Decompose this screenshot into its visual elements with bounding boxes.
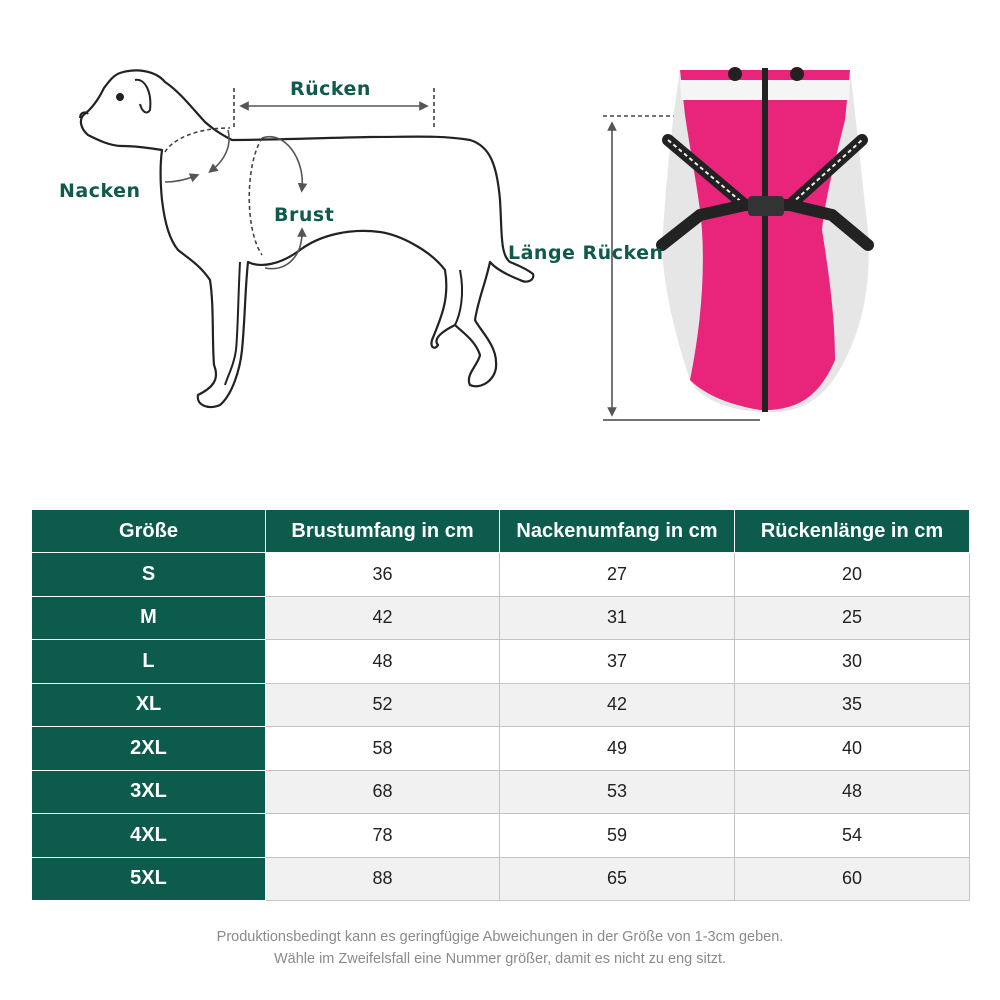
size-cell: 5XL	[32, 857, 266, 901]
size-cell: 4XL	[32, 814, 266, 858]
header-neck: Nackenumfang in cm	[500, 510, 735, 553]
neck-cell: 31	[500, 596, 735, 640]
label-brust: Brust	[274, 204, 335, 226]
label-ruecken: Rücken	[290, 78, 371, 100]
table-header-row	[32, 510, 970, 553]
back-cell: 30	[735, 640, 970, 684]
footnote-line-1: Produktionsbedingt kann es geringfügige Abweichungen in der Größe von 1-3cm geben.	[216, 929, 784, 945]
chest-cell: 58	[266, 727, 500, 771]
table-row	[32, 727, 970, 771]
size-cell: S	[32, 553, 266, 597]
neck-cell: 59	[500, 814, 735, 858]
size-table	[31, 509, 970, 901]
dog-outline-icon	[0, 0, 1000, 480]
chest-cell: 42	[266, 596, 500, 640]
chest-cell: 68	[266, 770, 500, 814]
neck-cell: 37	[500, 640, 735, 684]
table-row	[32, 640, 970, 684]
back-cell: 54	[735, 814, 970, 858]
back-cell: 20	[735, 553, 970, 597]
header-chest: Brustumfang in cm	[266, 510, 500, 553]
neck-cell: 65	[500, 857, 735, 901]
back-cell: 25	[735, 596, 970, 640]
table-row	[32, 683, 970, 727]
table-row	[32, 857, 970, 901]
footnote-line-2: Wähle im Zweifelsfall eine Nummer größer, damit es nicht zu eng sitzt.	[273, 951, 727, 967]
size-cell: 3XL	[32, 770, 266, 814]
back-cell: 35	[735, 683, 970, 727]
chest-cell: 48	[266, 640, 500, 684]
back-cell: 60	[735, 857, 970, 901]
back-cell: 48	[735, 770, 970, 814]
measurement-diagram	[0, 0, 1000, 480]
size-cell: M	[32, 596, 266, 640]
header-size: Größe	[32, 510, 266, 553]
label-laenge-ruecken: Länge Rücken	[508, 242, 664, 264]
table-row	[32, 814, 970, 858]
chest-cell: 78	[266, 814, 500, 858]
label-nacken: Nacken	[59, 180, 141, 202]
table-row	[32, 770, 970, 814]
dog-jacket-icon	[662, 67, 869, 412]
chest-cell: 52	[266, 683, 500, 727]
table-row	[32, 553, 970, 597]
table-row	[32, 596, 970, 640]
header-back: Rückenlänge in cm	[735, 510, 970, 553]
dog-eye	[116, 93, 124, 101]
chest-cell: 36	[266, 553, 500, 597]
size-cell: L	[32, 640, 266, 684]
dog-body-outline	[81, 70, 533, 407]
neck-cell: 42	[500, 683, 735, 727]
size-cell: 2XL	[32, 727, 266, 771]
back-cell: 40	[735, 727, 970, 771]
chest-cell: 88	[266, 857, 500, 901]
neck-cell: 27	[500, 553, 735, 597]
neck-cell: 49	[500, 727, 735, 771]
size-cell: XL	[32, 683, 266, 727]
neck-cell: 53	[500, 770, 735, 814]
